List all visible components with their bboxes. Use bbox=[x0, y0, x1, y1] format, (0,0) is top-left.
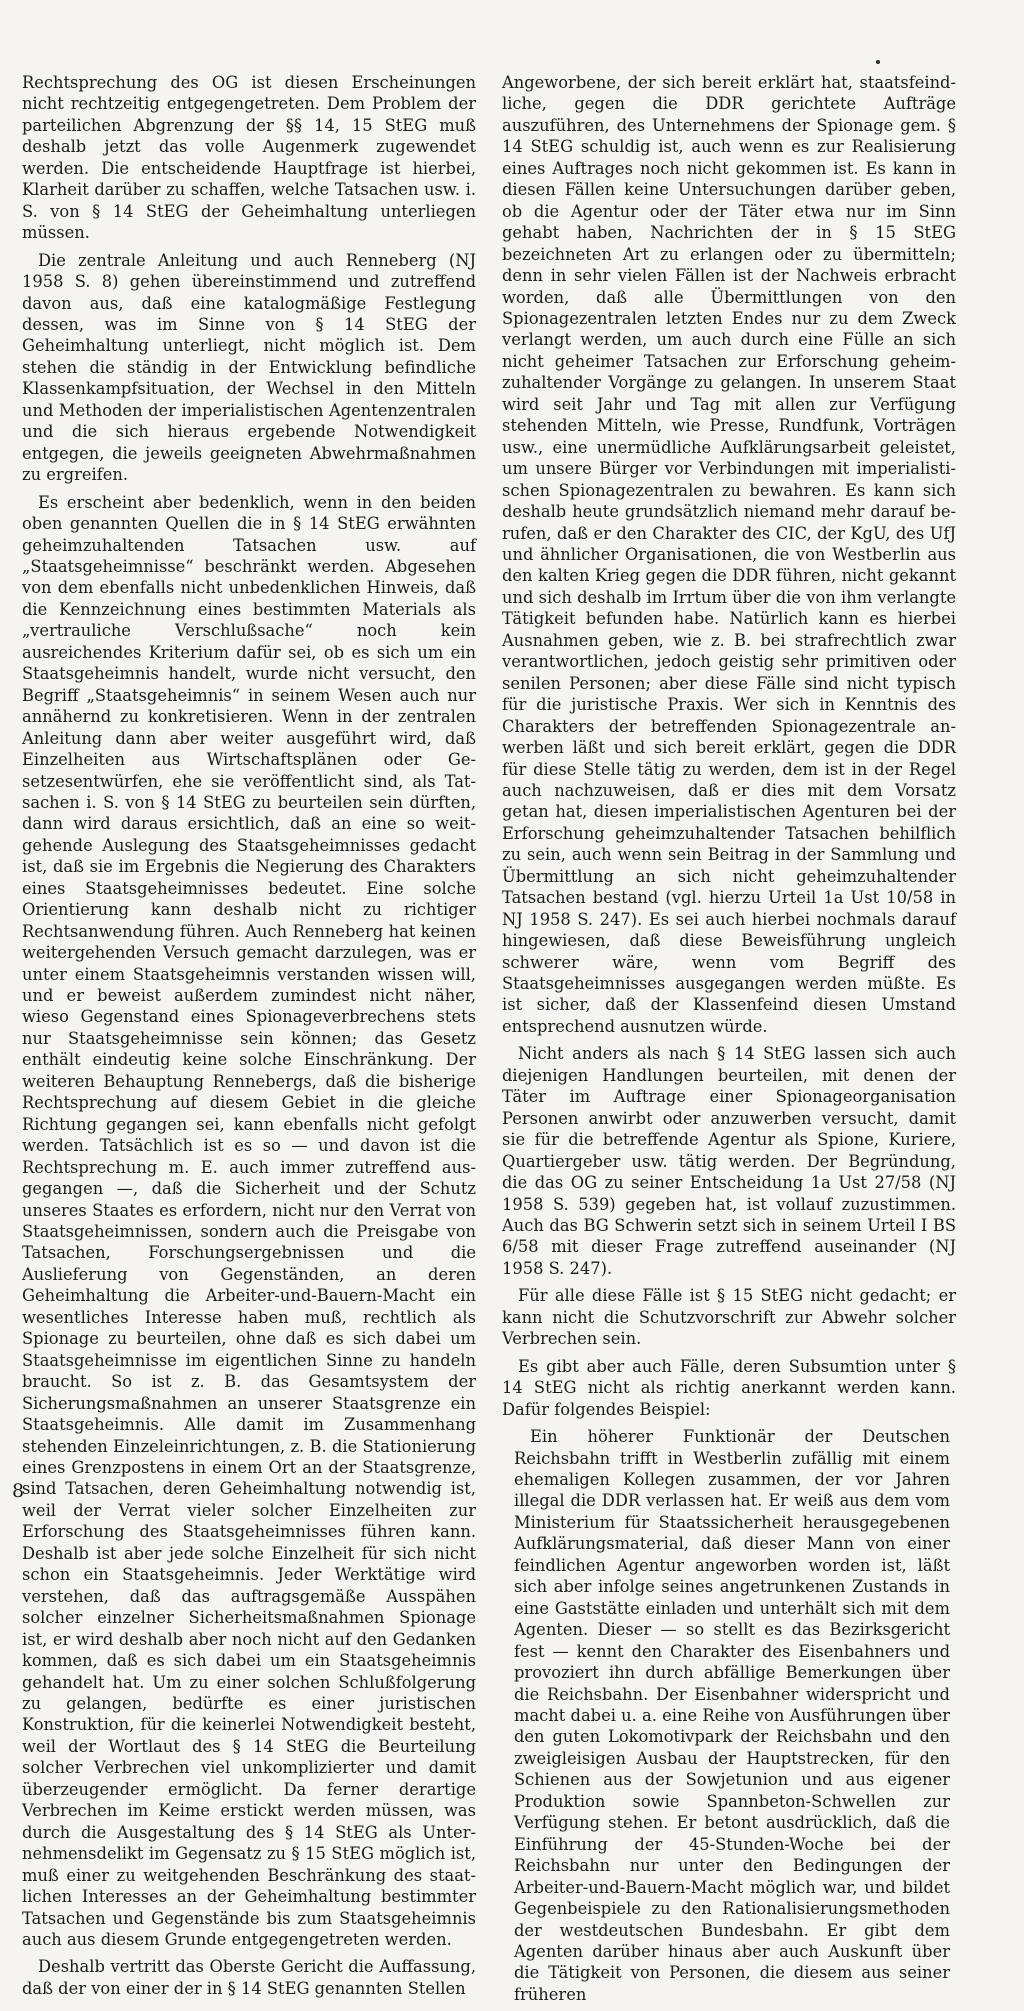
paragraph: Nicht anders als nach § 14 StEG lassen sich auch diejenigen Handlungen beurteilen, mit denen der Täter im Auftrage einer Spionageorganisation Personen anwirbt oder anzuwerben versucht, damit sie für die betreffende Agentur als Spione, Kuriere, Quartiergeber usw. tätig werden. Der Begründung, die das OG zu seiner Entscheidung 1a Ust 27/58 (NJ 1958 S. 539) gegeben hat, ist vollauf zuzustimmen. Auch das BG Schwerin setzt sich in seinem Urteil I BS 6/58 mit dieser Frage zutreffend auseinander (NJ 1958 S. 247). bbox=[502, 1044, 956, 1278]
paragraph: Es erscheint aber bedenklich, wenn in den beiden oben genannten Quellen die in § 14 StEG erwähnten geheimzuhaltenden Tatsachen usw. auf „Staatsgeheimnisse“ beschränkt werden. Abgesehen von dem ebenfalls nicht unbedenklichen Hinweis, daß die Kennzeichnung eines bestimmten Materials als „vertrauliche Verschlußsache“ noch kein ausreichendes Kriterium dafür sei, ob es sich um ein Staatsgeheimnis handelt, wurde nicht versucht, den Begriff „Staatsgeheimnis“ in seinem Wesen auch nur annähernd zu konkretisieren. Wenn in der zentralen Anleitung dann aber weiter ausgeführt wird, daß Einzelheiten aus Wirtschaftsplänen oder Gesetzesentwürfen, ehe sie veröffentlicht sind, als Tatsachen i. S. von § 14 StEG zu beurteilen sein dürften, dann wird daraus ersichtlich, daß an eine so weitgehende Auslegung des Staatsgeheimnisses gedacht ist, daß sie im Ergebnis die Negierung des Charakters eines Staatsgeheimnisses bedeutet. Eine solche Orientierung kann deshalb nicht zu richtiger Rechtsanwendung führen. Auch Renneberg hat keinen weitergehenden Versuch gemacht darzulegen, was er unter einem Staatsgeheimnis verstanden wissen will, und er beweist außerdem zumindest nicht näher, wieso Gegenstand eines Spionageverbrechens stets nur Staatsgeheimnisse sein können; das Gesetz enthält eindeutig keine solche Einschränkung. Der weiteren Behauptung Rennebergs, daß die bisherige Rechtsprechung auf diesem Gebiet in die gleiche Richtung gegangen sei, kann ebenfalls nicht gefolgt werden. Tatsächlich ist es so — und davon ist die Rechtsprechung m. E. auch immer zutreffend ausgegangen —, daß die Sicherheit und der Schutz unseres Staates es erfordern, nicht nur den Verrat von Staatsgeheimnissen, sondern auch die Preisgabe von Tatsachen, Forschungsergebnissen und die Auslieferung von Gegenständen, an deren Geheimhaltung die Arbeiter-und-Bauern-Macht ein wesentliches Interesse haben muß, rechtlich als Spionage zu beurteilen, ohne daß es sich dabei um Staatsgeheimnisse im eigentlichen Sinne zu handeln braucht. So ist z. B. das Gesamtsystem der Sicherungsmaßnahmen an unserer Staatsgrenze ein Staatsgeheimnis. Alle damit im Zusammenhang stehenden Einzeleinrichtungen, z. B. die Stationierung eines Grenzpostens in einem Ort an der Staatsgrenze, sind Tatsachen, deren Geheimhaltung notwendig ist, weil der Verrat vieler solcher Einzelheiten zur Erforschung des Staatsgeheimnisses führen kann. Deshalb ist aber jede solche Einzelheit für sich nicht schon ein Staatsgeheimnis. Jeder Werktätige wird verstehen, daß das auftragsgemäße Ausspähen solcher einzelner Sicherheitsmaßnahmen Spionage ist, er wird deshalb aber noch nicht auf den Gedanken kommen, daß es sich dabei um ein Staatsgeheimnis gehandelt hat. Um zu einer solchen Schlußfolgerung zu gelangen, bedürfte es einer juristischen Konstruktion, für die keinerlei Notwendigkeit besteht, weil der Wortlaut des § 14 StEG die Beurteilung solcher Verbrechen viel unkomplizierter und damit überzeugender ermöglicht. Da ferner derartige Verbrechen im Keime erstickt werden müssen, was durch die Ausgestaltung des § 14 StEG als Unternehmensdelikt im Gegensatz zu § 15 StEG möglich ist, muß einer zu weitgehenden Beschränkung des staatlichen Interesses an der Geheimhaltung bestimmter Tatsachen und Gegenstände bis zum Staatsgeheimnis auch aus diesem Grunde entgegengetreten werden. bbox=[22, 492, 476, 1949]
left-text-column bbox=[22, 72, 476, 2005]
paragraph: Für alle diese Fälle ist § 15 StEG nicht gedacht; er kann nicht die Schutzvorschrift zur Abwehr solcher Verbrechen sein. bbox=[502, 1286, 956, 1349]
right-text-column bbox=[502, 72, 956, 2011]
paragraph: Die zentrale Anleitung und auch Renneberg (NJ 1958 S. 8) gehen übereinstimmend und zutreffend davon aus, daß eine katalogmäßige Festlegung dessen, was im Sinne von § 14 StEG der Geheimhaltung unterliegt, nicht möglich ist. Dem stehen die ständig in der Entwicklung befindliche Klassenkampfsituation, der Wechsel in den Mitteln und Methoden der imperialistischen Agentenzentralen und die sich hieraus ergebende Notwendigkeit entgegen, die jeweils geeigneten Abwehrmaßnahmen zu ergreifen. bbox=[22, 250, 476, 485]
paragraph: Rechtsprechung des OG ist diesen Erscheinungen nicht rechtzeitig entgegengetreten. Dem Problem der parteilichen Abgrenzung der §§ 14, 15 StEG muß deshalb jetzt das volle Augenmerk zugewendet werden. Die entscheidende Hauptfrage ist hierbei, Klarheit darüber zu schaffen, welche Tatsachen usw. i. S. von § 14 StEG der Geheimhaltung unterliegen müssen. bbox=[22, 73, 476, 243]
example-paragraph: Ein höherer Funktionär der Deutschen Reichsbahn trifft in Westberlin zufällig mit einem ehemaligen Kollegen zusammen, der vor Jahren illegal die DDR verlassen hat. Er weiß aus dem vom Ministerium für Staatssicherheit herausgegebenen Aufklärungsmaterial, daß dieser Mann von einer feindlichen Agentur angeworben worden ist, läßt sich aber infolge seines angetrunkenen Zustands in eine Gaststätte einladen und unterhält sich mit dem Agenten. Dieser — so stellt es das Bezirksgericht fest — kennt den Charakter des Eisenbahners und provoziert ihn durch abfällige Bemerkungen über die Reichsbahn. Der Eisenbahner widerspricht und macht dabei u. a. eine Reihe von Ausführungen über den guten Lokomotivpark der Reichsbahn und den zweigleisigen Ausbau der Hauptstrecken, für den Schienen aus der Sowjetunion und aus eigener Produktion sowie Spannbeton-Schwellen zur Verfügung stehen. Er betont ausdrücklich, daß die Einführung der 45-Stunden-Woche bei der Reichsbahn nur unter den Bedingungen der Arbeiter-und-Bauern-Macht möglich war, und bildet Gegenbeispiele zu den Rationalisierungsmethoden der westdeutschen Bundesbahn. Er gibt dem Agenten darüber hinaus aber auch Auskunft über die Tätigkeit von Personen, die diesem aus seiner früheren bbox=[514, 1427, 950, 2004]
paragraph: Angeworbene, der sich bereit erklärt hat, staatsfeindliche, gegen die DDR gerichtete Aufträge auszuführen, des Unternehmens der Spionage gem. § 14 StEG schuldig ist, auch wenn es zur Realisierung eines Auftrages noch nicht gekommen ist. Es kann in diesen Fällen keine Untersuchungen darüber geben, ob die Agentur oder der Täter etwa nur im Sinn gehabt haben, Nachrichten der in § 15 StEG bezeichneten Art zu erlangen oder zu übermitteln; denn in sehr vielen Fällen ist der Nachweis erbracht worden, daß alle Übermittlungen von den Spionagezentralen letzten Endes nur zu dem Zweck verlangt werden, um auch durch eine Fülle an sich nicht geheimer Tatsachen zur Erforschung geheimzuhaltender Vorgänge zu gelangen. In unserem Staat wird seit Jahr und Tag mit allen zur Verfügung stehenden Mitteln, wie Presse, Rundfunk, Vorträgen usw., eine unermüdliche Aufklärungsarbeit geleistet, um unsere Bürger vor Verbindungen mit imperialistischen Spionagezentralen zu bewahren. Es kann sich deshalb heute grundsätzlich niemand mehr darauf berufen, daß er den Charakter des CIC, der KgU, des UfJ und ähnlicher Organisationen, die von Westberlin aus den kalten Krieg gegen die DDR führen, nicht gekannt und sich deshalb im Irrtum über die von ihm verlangte Tätigkeit befunden habe. Natürlich kann es hierbei Ausnahmen geben, wie z. B. bei strafrechtlich zwar verantwortlichen, jedoch geistig sehr primitiven oder senilen Personen; aber diese Fälle sind nicht typisch für die juristische Praxis. Wer sich in Kenntnis des Charakters der betreffenden Spionagezentrale anwerben läßt und sich bereit erklärt, gegen die DDR für diese Stelle tätig zu werden, dem ist in der Regel auch nachzuweisen, daß er dies mit dem Vorsatz getan hat, diesen imperialistischen Agenturen bei der Erforschung geheimzuhaltender Tatsachen behilflich zu sein, auch wenn sein Beitrag in der Sammlung und Übermittlung an sich nicht geheimzuhaltender Tatsachen bestand (vgl. hierzu Urteil 1a Ust 10/58 in NJ 1958 S. 247). Es sei auch hierbei nochmals darauf hingewiesen, daß diese Beweisführung ungleich schwerer wäre, wenn vom Begriff des Staatsgeheimnisses ausgegangen werden müßte. Es ist sicher, daß der Klassenfeind diesen Umstand entsprechend ausnutzen würde. bbox=[502, 73, 956, 1036]
paragraph: Es gibt aber auch Fälle, deren Subsumtion unter § 14 StEG nicht als richtig anerkannt werden kann. Dafür folgendes Beispiel: bbox=[502, 1356, 956, 1419]
paragraph: Deshalb vertritt das Oberste Gericht die Auffassung, daß der von einer der in § 14 StEG genannten Stellen bbox=[22, 1957, 476, 1998]
print-speck bbox=[876, 60, 880, 64]
page-number: 8 bbox=[12, 1480, 25, 1502]
